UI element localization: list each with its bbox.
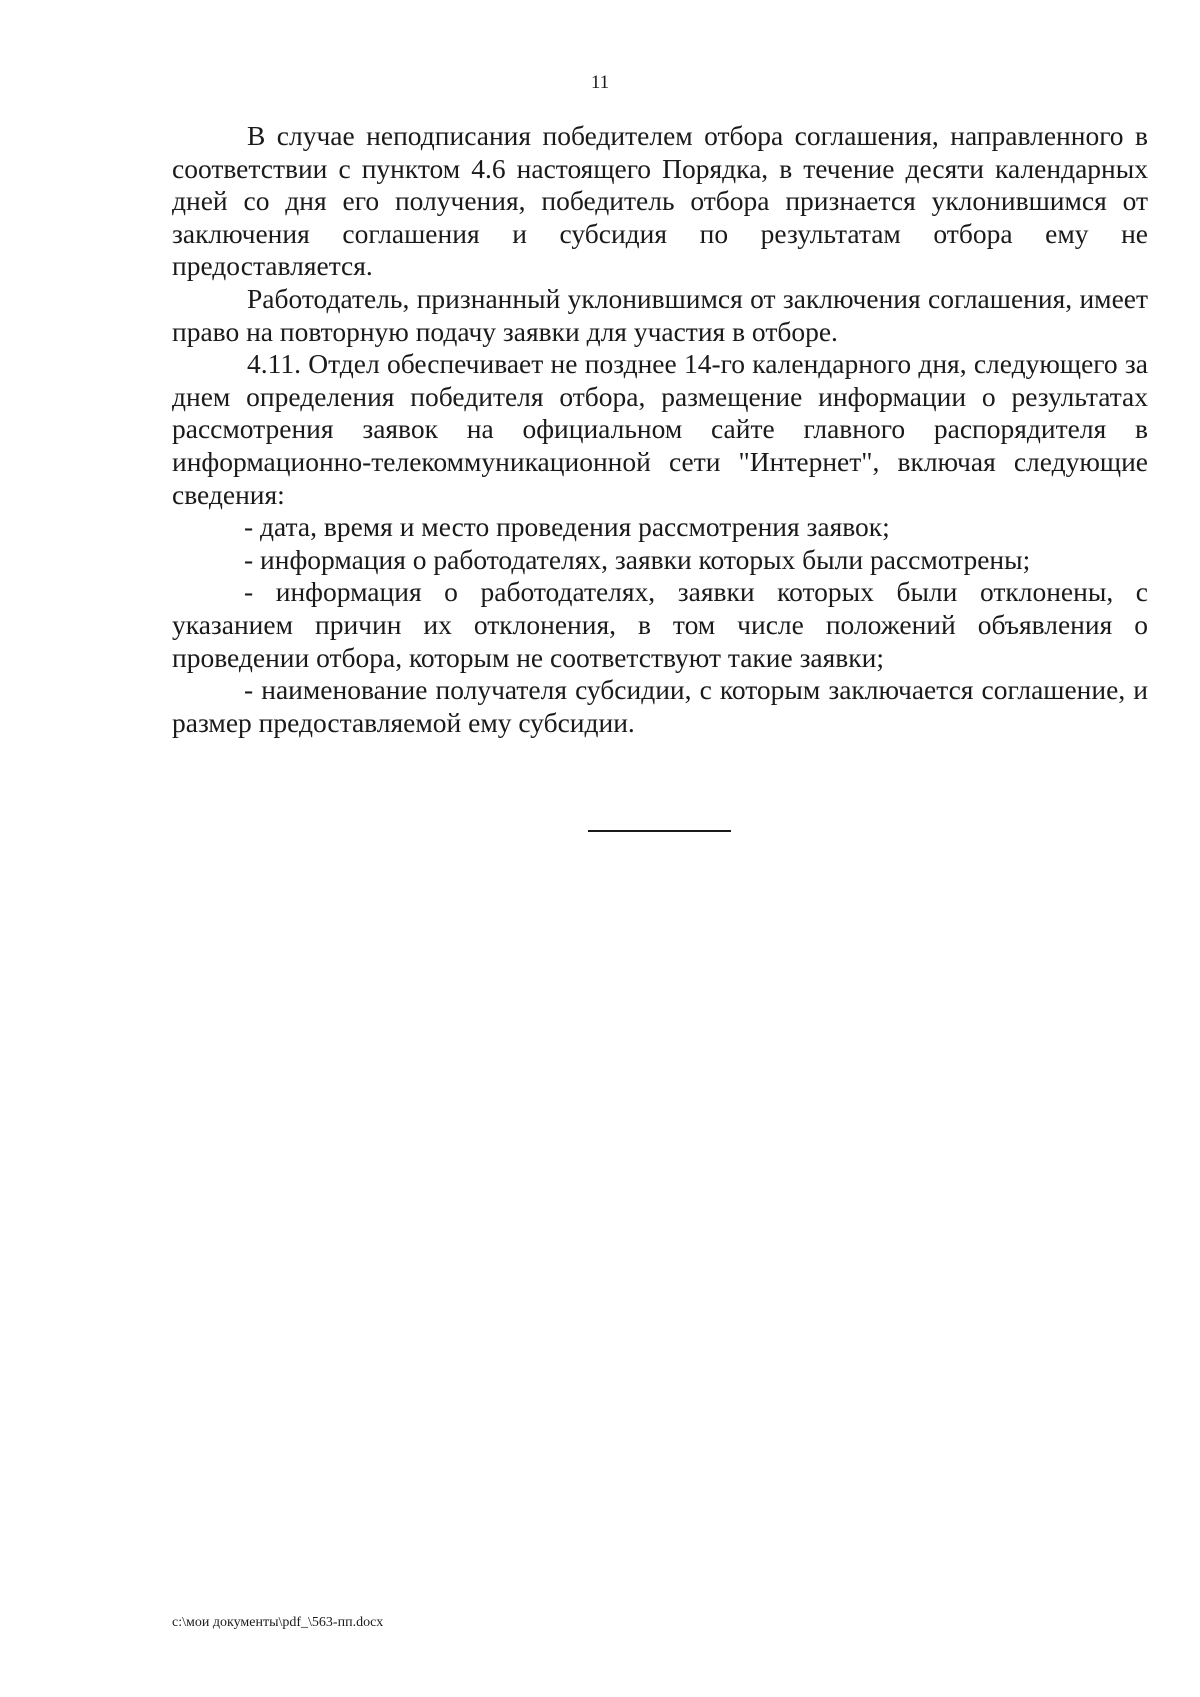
paragraph-refusal-to-sign: В случае неподписания победителем отбора соглашения, направленного в соответствии с пунктом 4.6 настоящего Порядка, в течение десяти календарных дней со дня его получения, победитель отбора признается уклонившимся от заключения соглашения и субсидия по результатам отбора ему не предоставляется. [172, 120, 1148, 282]
list-item-date-time-place: - дата, время и место проведения рассмотрения заявок; [244, 511, 890, 543]
footer-file-path: c:\мои документы\pdf_\563-пп.docx [172, 1615, 384, 1630]
page-number: 11 [590, 72, 610, 93]
list-item-reviewed-employers: - информация о работодателях, заявки которых были рассмотрены; [244, 543, 1031, 575]
paragraph-4-11-publication: 4.11. Отдел обеспечивает не позднее 14-го календарного дня, следующего за днем определения победителя отбора, размещение информации о результатах рассмотрения заявок на официальном сайте главного распорядителя в информационно-телекоммуникационной сети "Интернет", включая следующие сведения: [172, 348, 1148, 510]
list-item-recipient-and-amount: - наименование получателя субсидии, с которым заключается соглашение, и размер предоставляемой ему субсидии. [172, 674, 1148, 738]
end-of-document-rule [588, 830, 731, 832]
paragraph-reapplication-right: Работодатель, признанный уклонившимся от заключения соглашения, имеет право на повторную подачу заявки для участия в отборе. [172, 282, 1148, 347]
list-item-rejected-employers: - информация о работодателях, заявки которых были отклонены, с указанием причин их отклонения, в том числе положений объявления о проведении отбора, которым не соответствуют такие заявки; [172, 576, 1148, 673]
document-body [172, 120, 1148, 739]
